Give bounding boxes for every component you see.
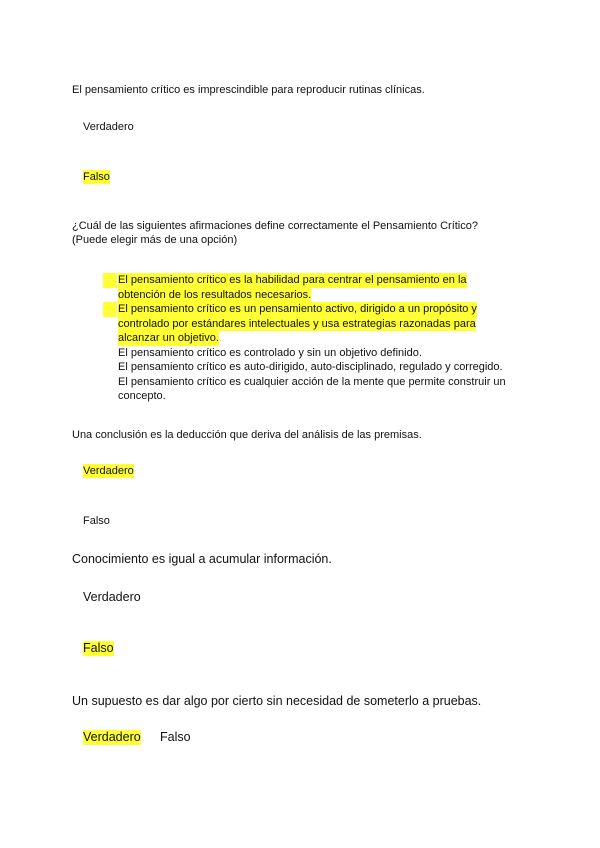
- q2-option5-line1: El pensamiento crítico es cualquier acción de la mente que permite construir un: [118, 375, 506, 388]
- q4-option-true: Verdadero: [83, 590, 141, 604]
- q2-question-line1: ¿Cuál de las siguientes afirmaciones define correctamente el Pensamiento Crítico?: [72, 220, 478, 232]
- q4-question: Conocimiento es igual a acumular información.: [72, 552, 332, 566]
- q2-option5-line2: concepto.: [118, 390, 166, 402]
- q2-option4-line1: El pensamiento crítico es auto-dirigido, auto-disciplinado, regulado y corregido.: [118, 361, 503, 373]
- q2-question-line2: (Puede elegir más de una opción): [72, 234, 238, 246]
- q1-option-true: Verdadero: [83, 121, 134, 133]
- q1-question: El pensamiento crítico es imprescindible para reproducir rutinas clínicas.: [72, 84, 425, 96]
- q5-option-true: Verdadero: [83, 730, 141, 744]
- q3-option-true: Verdadero: [83, 465, 134, 477]
- q2-option2-line2: controlado por estándares intelectuales y usa estrategias razonadas para: [118, 317, 476, 330]
- q2-option1-line2: obtención de los resultados necesarios.: [118, 288, 312, 301]
- q5-option-false: Falso: [160, 730, 191, 744]
- q4-option-false: Falso: [83, 641, 114, 655]
- q3-question: Una conclusión es la deducción que deriva del análisis de las premisas.: [72, 429, 422, 441]
- q5-question: Un supuesto es dar algo por cierto sin necesidad de someterlo a pruebas.: [72, 694, 482, 708]
- q2-option3-line1: El pensamiento crítico es controlado y sin un objetivo definido.: [118, 346, 422, 359]
- q2-option2-marker: [103, 302, 117, 317]
- q3-option-false: Falso: [83, 515, 110, 527]
- q2-option1-line1: El pensamiento crítico es la habilidad para centrar el pensamiento en la: [118, 274, 467, 286]
- q2-option2-line3: alcanzar un objetivo.: [118, 332, 219, 344]
- q2-option2-line1: El pensamiento crítico es un pensamiento activo, dirigido a un propósito y: [118, 303, 477, 315]
- q1-option-false: Falso: [83, 171, 110, 183]
- q2-option1-marker: [103, 273, 117, 288]
